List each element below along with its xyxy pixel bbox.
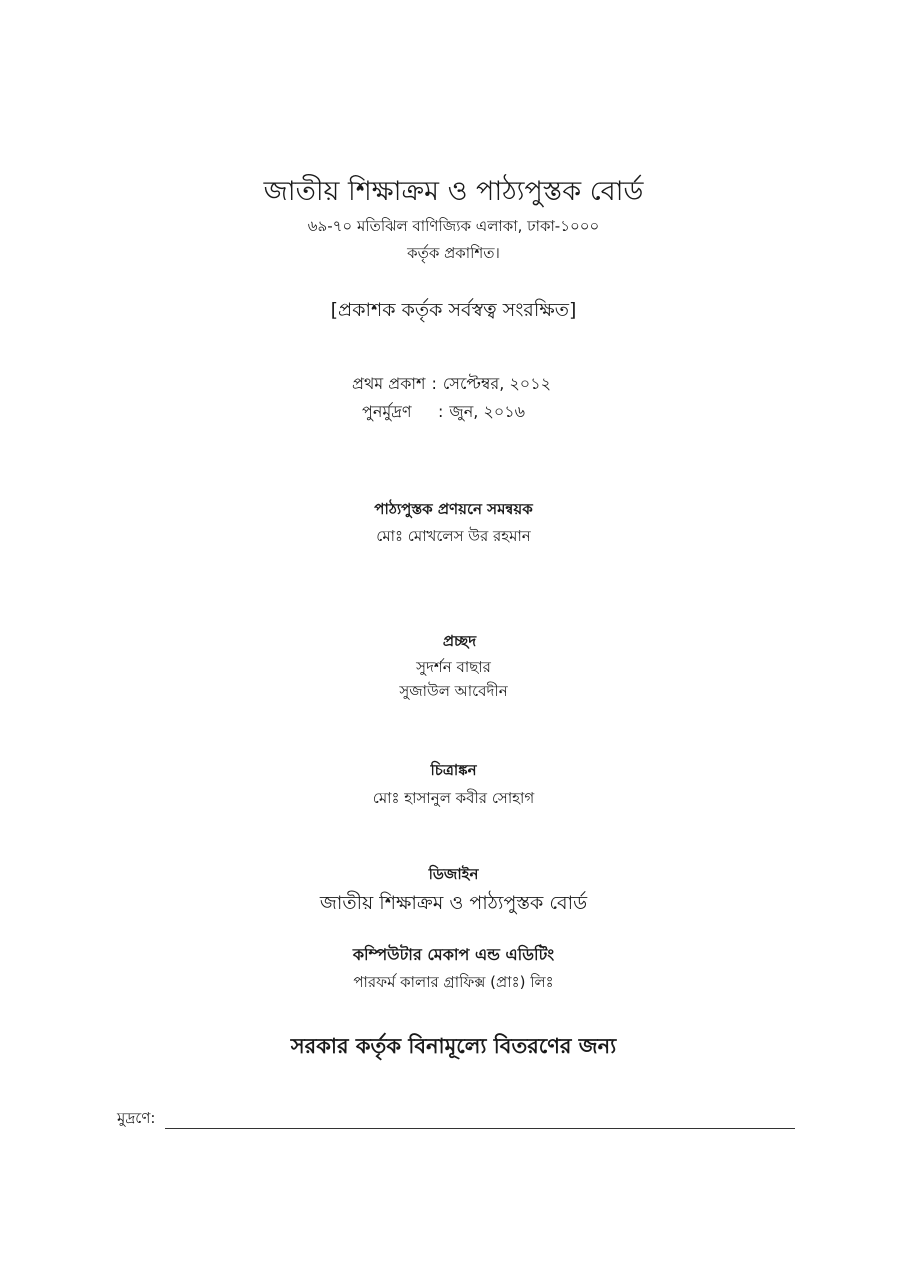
first-edition-label: প্রথম প্রকাশ <box>352 374 426 393</box>
printing-blank-line <box>165 1128 795 1129</box>
first-edition-separator: : <box>431 374 437 393</box>
cover-artist-name: সুদর্শন বাছার <box>416 658 491 676</box>
illustrator-name: মোঃ হাসানুল কবীর সোহাগ <box>372 789 535 807</box>
reprint-date: জুন, ২০১৬ <box>449 402 526 421</box>
reprint-separator: : <box>438 402 444 421</box>
reprint-row <box>362 399 525 426</box>
published-by-line: কর্তৃক প্রকাশিত। <box>407 244 500 262</box>
computer-makeup-heading: কম্পিউটার মেকাপ এন্ড এডিটিং <box>352 945 555 964</box>
reprint-label: পুনর্মুদ্রণ <box>362 402 412 421</box>
first-edition-date: সেপ্টেম্বর, ২০১২ <box>442 374 551 393</box>
copyright-notice: [প্রকাশক কর্তৃক সর্বস্বত্ব সংরক্ষিত] <box>330 299 577 321</box>
cover-artist-name: সুজাউল আবেদীন <box>399 682 508 700</box>
publisher-address: ৬৯-৭০ মতিঝিল বাণিজ্যিক এলাকা, ঢাকা-১০০০ <box>307 217 600 235</box>
printing-label: মুদ্রণে: <box>117 1109 156 1127</box>
design-heading: ডিজাইন <box>428 865 479 883</box>
coordinator-heading: পাঠ্যপুস্তক প্রণয়নে সমন্বয়ক <box>374 500 533 518</box>
free-distribution-notice: সরকার কর্তৃক বিনামূল্যে বিতরণের জন্য <box>290 1034 617 1058</box>
designer-name: জাতীয় শিক্ষাক্রম ও পাঠ্যপুস্তক বোর্ড <box>319 892 588 914</box>
first-edition-row <box>352 371 551 398</box>
publisher-name: জাতীয় শিক্ষাক্রম ও পাঠ্যপুস্তক বোর্ড <box>263 176 644 207</box>
cover-heading: প্রচ্ছদ <box>442 632 477 650</box>
computer-makeup-name: পারফর্ম কালার গ্রাফিক্স (প্রাঃ) লিঃ <box>353 973 554 991</box>
coordinator-name: মোঃ মোখলেস উর রহমান <box>376 527 531 545</box>
illustration-heading: চিত্রাঙ্কন <box>430 761 477 779</box>
